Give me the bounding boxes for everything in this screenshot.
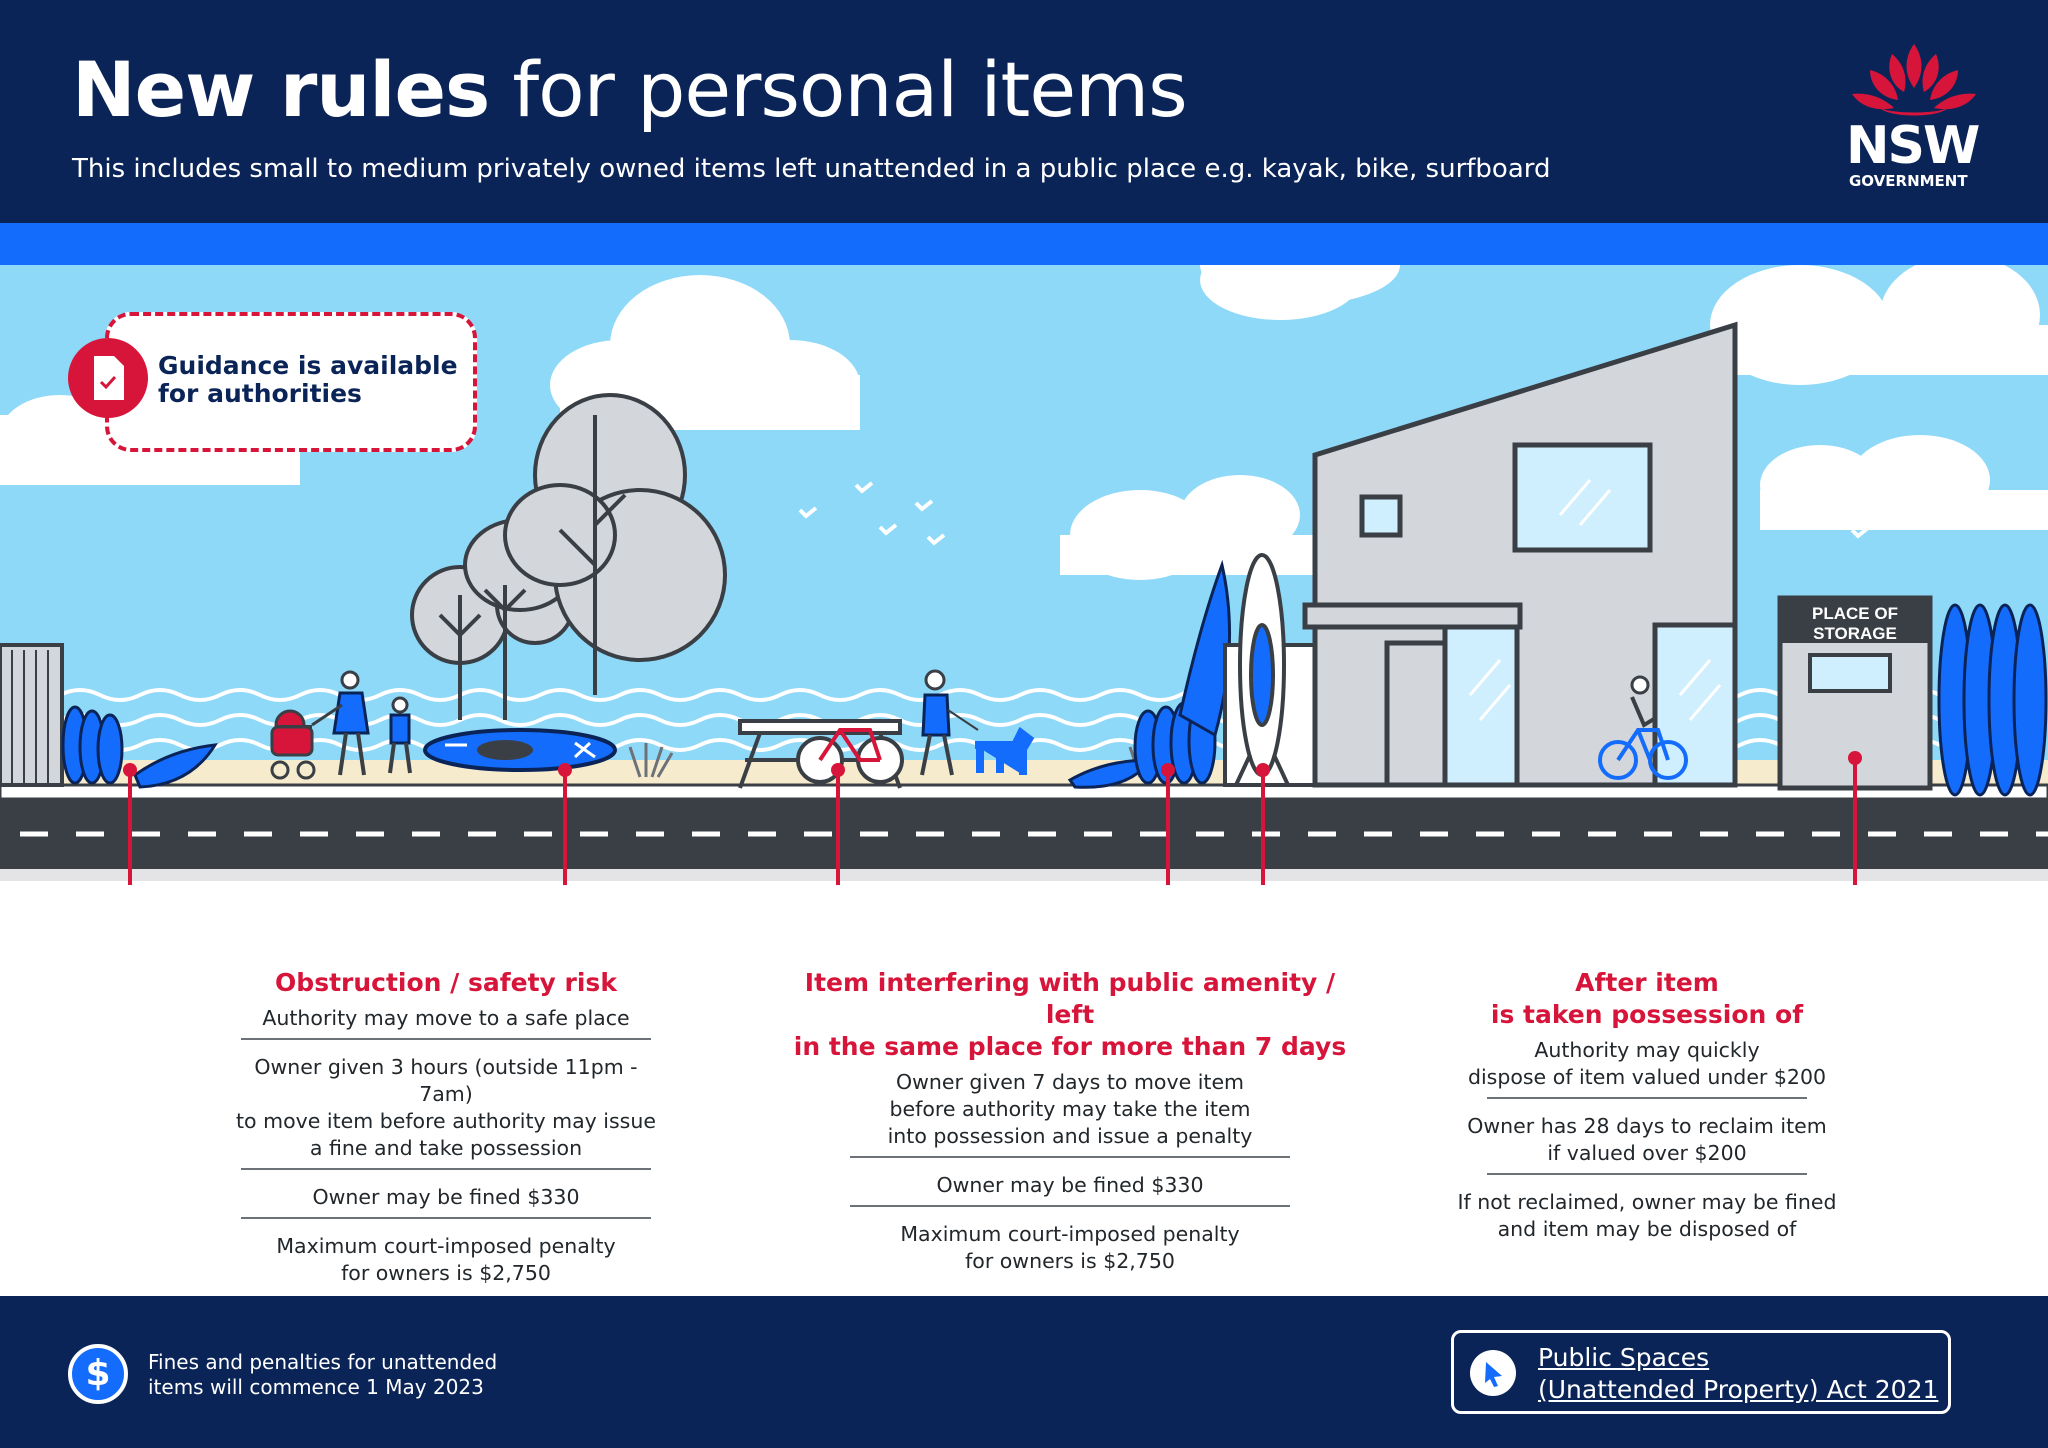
section-title: Item interfering with public amenity / left bbox=[804, 968, 1336, 1029]
kayak-obstruction bbox=[425, 730, 615, 770]
divider bbox=[1487, 1097, 1807, 1099]
act-link[interactable]: Public Spaces (Unattended Property) Act 2021 bbox=[1538, 1343, 1939, 1404]
section-after-possession: After item is taken possession of Authority may quickly dispose of item valued under $200 Owner has 28 days to reclaim item if valued over $200 If not reclaimed, owner may be fined and item may be disposed of bbox=[1427, 967, 1867, 1243]
logo-subtext: GOVERNMENT bbox=[1849, 172, 1968, 190]
cursor-click-icon[interactable] bbox=[1470, 1350, 1516, 1396]
svg-text:STORAGE: STORAGE bbox=[1813, 624, 1897, 643]
divider bbox=[241, 1168, 651, 1170]
page-subtitle: This includes small to medium privately owned items left unattended in a public place e.g. kayak, bike, surfboard bbox=[72, 154, 1551, 184]
page-title: New rules for personal items bbox=[72, 45, 1187, 134]
commencement-note: Fines and penalties for unattended items will commence 1 May 2023 bbox=[148, 1350, 498, 1399]
divider bbox=[241, 1217, 651, 1219]
section-obstruction: Obstruction / safety risk Authority may move to a safe place Owner given 3 hours (outside 11pm - 7am) to move item before authority may issue a fine and take possession Owner may be fined $330 Maximum court-imposed penalty for owners is $2,750 bbox=[230, 967, 662, 1287]
dollar-glyph: $ bbox=[85, 1353, 111, 1394]
divider bbox=[1487, 1173, 1807, 1175]
section-public-amenity: Item interfering with public amenity / left in the same place for more than 7 days Owner given 7 days to move item before authority may take the item into possession and issue a penalty Owner may be fined $330 Maximum court-imposed penalty for owners is $2,750 bbox=[790, 967, 1350, 1275]
section-title: After item bbox=[1575, 968, 1719, 997]
divider bbox=[241, 1038, 651, 1040]
shed-left bbox=[0, 645, 62, 785]
section-title: is taken possession of bbox=[1490, 1000, 1804, 1029]
accent-band bbox=[0, 223, 2048, 265]
document-check-icon bbox=[68, 338, 148, 418]
divider bbox=[850, 1156, 1290, 1158]
logo-wordmark: NSW bbox=[1846, 116, 1979, 176]
section-title: in the same place for more than 7 days bbox=[793, 1032, 1347, 1061]
stored-kayaks bbox=[1939, 605, 2046, 795]
guidance-text: Guidance is available for authorities bbox=[158, 351, 458, 408]
svg-text:PLACE OF: PLACE OF bbox=[1812, 604, 1898, 623]
section-title: Obstruction / safety risk bbox=[275, 968, 617, 997]
divider bbox=[850, 1205, 1290, 1207]
